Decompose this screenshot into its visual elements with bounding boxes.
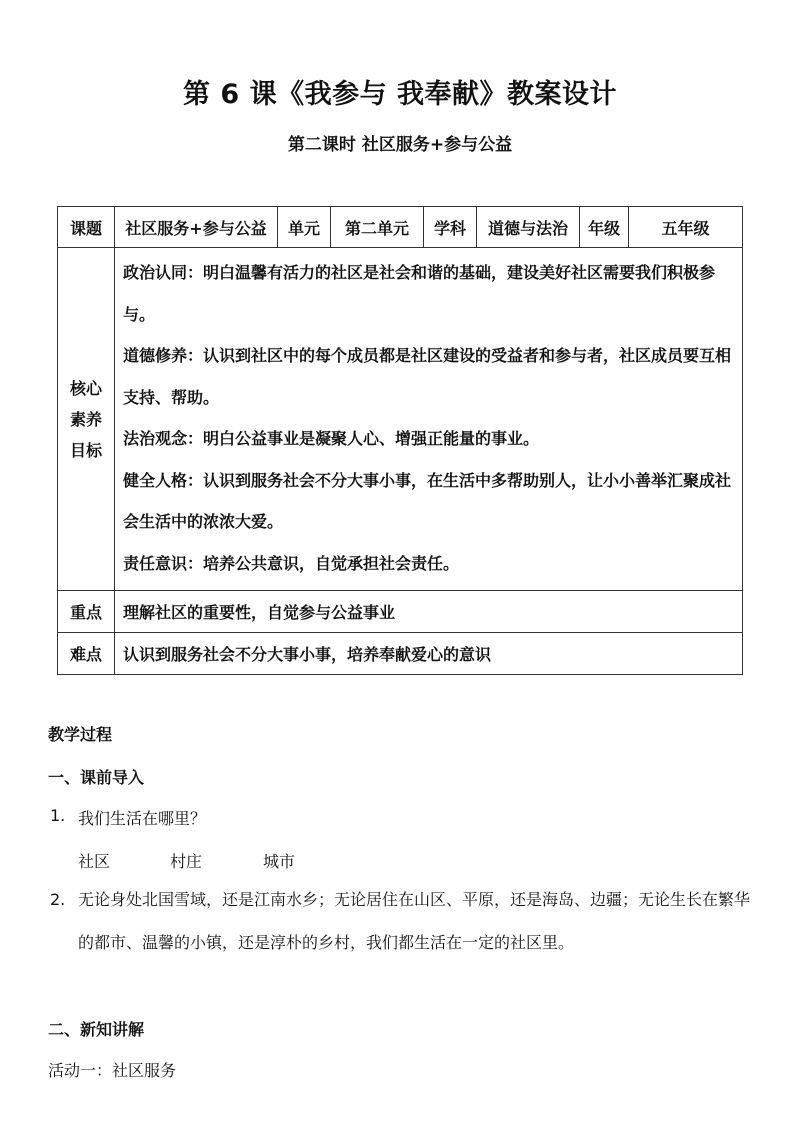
core-goals-label: 核心 素养 目标 bbox=[58, 248, 115, 591]
unit-value: 第二单元 bbox=[331, 207, 424, 248]
option-village: 村庄 bbox=[170, 852, 203, 871]
table-row bbox=[58, 591, 743, 633]
lesson-info-table bbox=[57, 206, 743, 675]
goal-responsibility: 责任意识：培养公共意识，自觉承担社会责任。 bbox=[123, 553, 460, 573]
table-row bbox=[58, 207, 743, 248]
subject-label: 学科 bbox=[424, 207, 477, 248]
grade-label: 年级 bbox=[580, 207, 629, 248]
section-intro-heading: 一、课前导入 bbox=[48, 768, 145, 787]
page-title: 第 6 课《我参与 我奉献》教案设计 bbox=[183, 79, 617, 110]
grade-value: 五年级 bbox=[629, 207, 743, 248]
goal-legal: 法治观念：明白公益事业是凝聚人心、增强正能量的事业。 bbox=[123, 429, 540, 448]
key-point-label: 重点 bbox=[58, 591, 115, 633]
question-text: 我们生活在哪里？ bbox=[78, 809, 207, 828]
table-row bbox=[58, 248, 743, 591]
unit-label: 单元 bbox=[278, 207, 331, 248]
subject-value: 道德与法治 bbox=[477, 207, 580, 248]
topic-value: 社区服务+参与公益 bbox=[115, 207, 278, 248]
key-point-value: 理解社区的重要性，自觉参与公益事业 bbox=[115, 591, 743, 633]
goal-moral: 道德修养：认识到社区中的每个成员都是社区建设的受益者和参与者，社区成员要互相支持、帮助。 bbox=[123, 346, 732, 407]
goal-political: 政治认同：明白温馨有活力的社区是社会和谐的基础，建设美好社区需要我们积极参与。 bbox=[123, 263, 716, 324]
goal-personality: 健全人格：认识到服务社会不分大事小事，在生活中多帮助别人，让小小善举汇聚成社会生活中的浓浓大爱。 bbox=[123, 470, 732, 531]
activity-one-label: 活动一：社区服务 bbox=[48, 1061, 177, 1080]
difficulty-value: 认识到服务社会不分大事小事，培养奉献爱心的意识 bbox=[115, 633, 743, 675]
option-community: 社区 bbox=[78, 852, 111, 871]
table-row bbox=[58, 633, 743, 675]
list-number: 1. bbox=[50, 806, 66, 825]
list-number: 2. bbox=[50, 890, 66, 909]
core-goals-content bbox=[115, 248, 743, 591]
paragraph-text: 无论身处北国雪域，还是江南水乡；无论居住在山区、平原，还是海岛、边疆；无论生长在繁华的都市、温馨的小镇，还是淳朴的乡村，我们都生活在一定的社区里。 bbox=[78, 890, 751, 952]
teaching-process-heading: 教学过程 bbox=[48, 725, 113, 744]
difficulty-label: 难点 bbox=[58, 633, 115, 675]
topic-label: 课题 bbox=[58, 207, 115, 248]
page-subtitle: 第二课时 社区服务+参与公益 bbox=[287, 135, 513, 155]
section-new-knowledge-heading: 二、新知讲解 bbox=[48, 1020, 145, 1039]
option-city: 城市 bbox=[263, 852, 296, 871]
